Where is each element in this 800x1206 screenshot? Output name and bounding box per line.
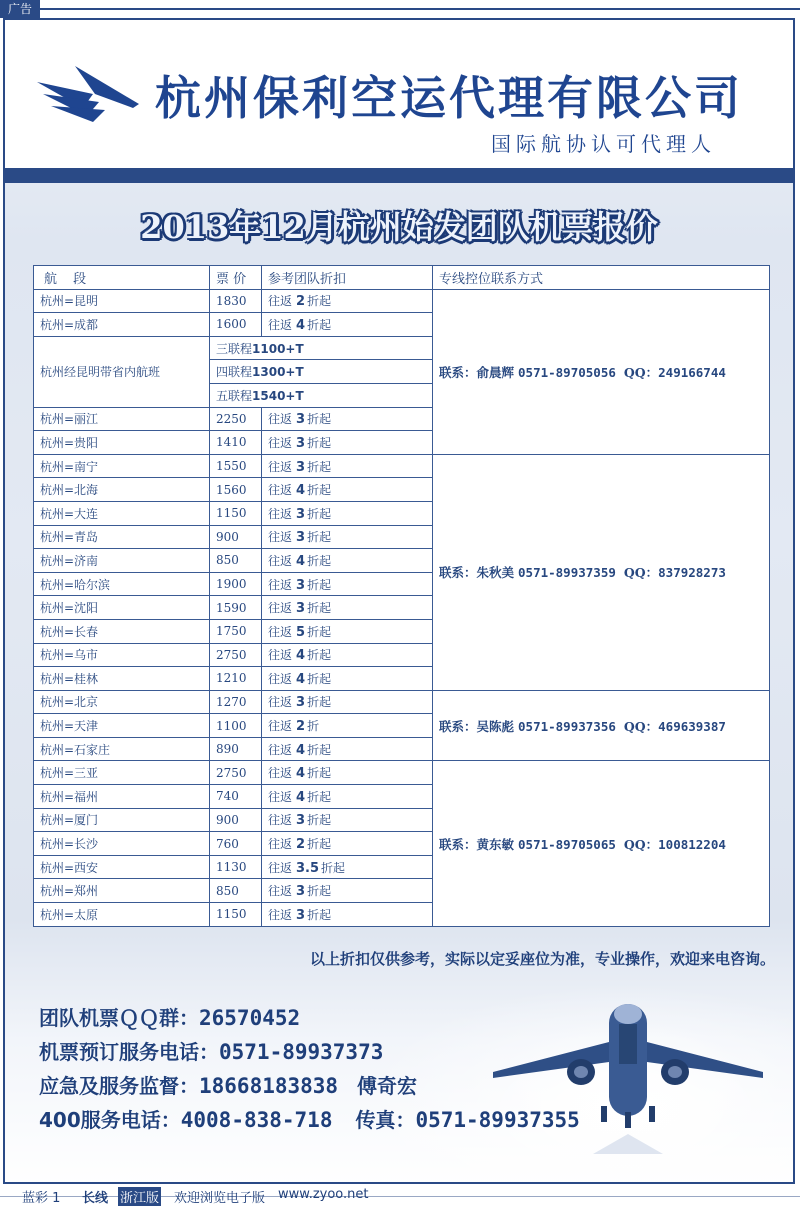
- combo-name: 三联程: [216, 341, 253, 356]
- discount-prefix: 往返: [268, 317, 293, 332]
- fax-label: 传真：: [355, 1108, 416, 1132]
- footer-url[interactable]: www.zyoo.net: [278, 1187, 369, 1202]
- discount-value: 4: [296, 553, 306, 569]
- contact-name: 吴陈彪: [476, 718, 515, 734]
- contact-name: 俞晨辉: [476, 364, 515, 380]
- discount-prefix: 往返: [268, 907, 293, 922]
- route-cell: 杭州=大连: [34, 501, 210, 525]
- price-cell: 850: [210, 879, 262, 903]
- booking-line: [39, 1036, 383, 1065]
- discount-suffix: 折起: [321, 860, 346, 875]
- discount-cell: [262, 289, 433, 313]
- discount-suffix: 折起: [307, 742, 332, 757]
- discount-cell: [262, 667, 433, 691]
- price-cell: 1900: [210, 572, 262, 596]
- discount-value: 4: [296, 742, 306, 758]
- contact-phone: 0571-89937359: [518, 565, 616, 581]
- contact-cell: [433, 761, 770, 926]
- discount-prefix: 往返: [268, 742, 293, 757]
- route-cell: 杭州=太原: [34, 903, 210, 927]
- route-cell: 杭州=长沙: [34, 832, 210, 856]
- contact-phone: 0571-89705056: [518, 364, 616, 380]
- footer: [0, 1184, 800, 1206]
- discount-suffix: 折起: [307, 766, 332, 781]
- discount-prefix: 往返: [268, 624, 293, 639]
- discount-prefix: 往返: [268, 435, 293, 450]
- discount-suffix: 折起: [307, 695, 332, 710]
- price-cell: 2750: [210, 643, 262, 667]
- discount-value: 3: [296, 907, 306, 923]
- column-header-route: 航 段: [34, 266, 210, 290]
- discount-value: 3: [296, 695, 306, 711]
- route-cell: 杭州=北海: [34, 478, 210, 502]
- discount-suffix: 折起: [307, 506, 332, 521]
- route-cell: 杭州经昆明带省内航班: [34, 336, 210, 407]
- contact-cell: [433, 289, 770, 454]
- discount-cell: [262, 596, 433, 620]
- discount-prefix: 往返: [268, 671, 293, 686]
- route-cell: 杭州=南宁: [34, 454, 210, 478]
- route-cell: 杭州=天津: [34, 714, 210, 738]
- discount-suffix: 折起: [307, 813, 332, 828]
- discount-cell: [262, 879, 433, 903]
- discount-suffix: 折起: [307, 483, 332, 498]
- contact-qq-label: QQ：: [623, 718, 659, 734]
- price-cell: 2750: [210, 761, 262, 785]
- route-cell: 杭州=福州: [34, 785, 210, 809]
- footer-section: 长线: [82, 1191, 109, 1206]
- route-cell: 杭州=厦门: [34, 808, 210, 832]
- discount-suffix: 折起: [307, 435, 332, 450]
- discount-suffix: 折起: [307, 317, 332, 332]
- price-cell: 1100: [210, 714, 262, 738]
- discount-value: 4: [296, 648, 306, 664]
- route-cell: 杭州=青岛: [34, 525, 210, 549]
- price-cell: 1150: [210, 903, 262, 927]
- route-cell: 杭州=三亚: [34, 761, 210, 785]
- discount-value: 4: [296, 766, 306, 782]
- ad-frame: [3, 18, 795, 1184]
- discount-value: 3: [296, 601, 306, 617]
- route-cell: 杭州=贵阳: [34, 431, 210, 455]
- discount-value: 3: [296, 506, 306, 522]
- footer-welcome: 欢迎浏览电子版: [174, 1191, 266, 1206]
- company-name: 杭州保利空运代理有限公司: [155, 71, 743, 125]
- hotline-line: [39, 1104, 580, 1133]
- discount-prefix: 往返: [268, 483, 293, 498]
- discount-value: 4: [296, 483, 306, 499]
- discount-value: 2: [296, 294, 306, 310]
- table-row: [34, 454, 770, 478]
- price-cell: 1130: [210, 855, 262, 879]
- price-cell: 1750: [210, 619, 262, 643]
- discount-cell: [262, 785, 433, 809]
- table-row: [34, 690, 770, 714]
- discount-suffix: 折起: [307, 648, 332, 663]
- discount-suffix: 折起: [307, 671, 332, 686]
- discount-cell: [262, 737, 433, 761]
- combo-price: 1100+T: [252, 341, 304, 356]
- route-cell: 杭州=长春: [34, 619, 210, 643]
- route-cell: 杭州=成都: [34, 313, 210, 337]
- route-cell: 杭州=西安: [34, 855, 210, 879]
- price-cell: 900: [210, 808, 262, 832]
- discount-cell: [262, 761, 433, 785]
- column-header-contact: 专线控位联系方式: [433, 266, 770, 290]
- discount-suffix: 折起: [307, 294, 332, 309]
- discount-cell: [262, 407, 433, 431]
- discount-cell: [262, 714, 433, 738]
- route-cell: 杭州=哈尔滨: [34, 572, 210, 596]
- discount-cell: [262, 855, 433, 879]
- discount-prefix: 往返: [268, 695, 293, 710]
- price-cell: 2250: [210, 407, 262, 431]
- airline-logo-icon: [35, 64, 140, 124]
- price-cell: 1600: [210, 313, 262, 337]
- discount-suffix: 折起: [307, 412, 332, 427]
- discount-prefix: 往返: [268, 577, 293, 592]
- discount-cell: [262, 549, 433, 573]
- fare-table: [33, 265, 770, 927]
- contact-label: 联系：: [439, 364, 477, 380]
- discount-prefix: 往返: [268, 459, 293, 474]
- combo-cell: [210, 336, 433, 360]
- discount-value: 3: [296, 530, 306, 546]
- contact-phone: 0571-89705065: [518, 836, 616, 852]
- qq-group-line: [39, 1002, 300, 1031]
- discount-prefix: 往返: [268, 601, 293, 616]
- header-band: [5, 171, 793, 183]
- route-cell: 杭州=丽江: [34, 407, 210, 431]
- discount-suffix: 折起: [307, 459, 332, 474]
- airplane-icon: [493, 984, 763, 1174]
- contact-cell: [433, 690, 770, 761]
- discount-value: 3.5: [296, 860, 320, 876]
- route-cell: 杭州=郑州: [34, 879, 210, 903]
- contact-qq: 249166744: [658, 364, 726, 380]
- table-header-row: [34, 266, 770, 290]
- discount-prefix: 往返: [268, 837, 293, 852]
- discount-cell: [262, 313, 433, 337]
- supervise-line: [39, 1070, 417, 1099]
- discount-value: 3: [296, 813, 306, 829]
- column-header-discount: 参考团队折扣: [262, 266, 433, 290]
- qq-group-label: 团队机票ＱＱ群：: [39, 1006, 199, 1030]
- contact-qq: 100812204: [658, 836, 726, 852]
- contact-qq-label: QQ：: [623, 364, 659, 380]
- price-cell: 1550: [210, 454, 262, 478]
- discount-cell: [262, 431, 433, 455]
- qq-group-value: 26570452: [199, 1006, 301, 1030]
- discount-value: 5: [296, 624, 306, 640]
- discount-cell: [262, 572, 433, 596]
- disclaimer-note: 以上折扣仅供参考，实际以定妥座位为准，专业操作，欢迎来电咨询。: [309, 950, 775, 968]
- contact-qq: 837928273: [658, 565, 726, 581]
- route-cell: 杭州=济南: [34, 549, 210, 573]
- booking-label: 机票预订服务电话：: [39, 1040, 219, 1064]
- contact-cell: [433, 454, 770, 690]
- price-cell: 1270: [210, 690, 262, 714]
- discount-value: 4: [296, 671, 306, 687]
- discount-value: 2: [296, 837, 306, 853]
- discount-cell: [262, 832, 433, 856]
- combo-price: 1300+T: [252, 365, 304, 380]
- route-cell: 杭州=昆明: [34, 289, 210, 313]
- discount-cell: [262, 690, 433, 714]
- discount-suffix: 折起: [307, 624, 332, 639]
- discount-cell: [262, 619, 433, 643]
- hotline-label: 400服务电话：: [39, 1108, 181, 1132]
- discount-prefix: 往返: [268, 506, 293, 521]
- discount-value: 3: [296, 412, 306, 428]
- supervise-name: 傅奇宏: [357, 1074, 418, 1098]
- company-subtitle: 国际航协认可代理人: [491, 132, 716, 156]
- discount-prefix: 往返: [268, 766, 293, 781]
- price-cell: 1410: [210, 431, 262, 455]
- discount-suffix: 折起: [307, 601, 332, 616]
- discount-prefix: 往返: [268, 860, 293, 875]
- header: [5, 20, 793, 171]
- contact-label: 联系：: [439, 836, 477, 852]
- discount-cell: [262, 808, 433, 832]
- discount-value: 3: [296, 577, 306, 593]
- discount-prefix: 往返: [268, 789, 293, 804]
- discount-value: 3: [296, 459, 306, 475]
- price-cell: 900: [210, 525, 262, 549]
- contact-label: 联系：: [439, 718, 477, 734]
- discount-cell: [262, 454, 433, 478]
- discount-cell: [262, 478, 433, 502]
- discount-prefix: 往返: [268, 412, 293, 427]
- discount-value: 4: [296, 317, 306, 333]
- price-cell: 740: [210, 785, 262, 809]
- combo-name: 四联程: [216, 365, 253, 380]
- discount-prefix: 往返: [268, 530, 293, 545]
- discount-cell: [262, 525, 433, 549]
- price-cell: 1830: [210, 289, 262, 313]
- contact-qq: 469639387: [658, 718, 726, 734]
- route-cell: 杭州=沈阳: [34, 596, 210, 620]
- table-row: [34, 289, 770, 313]
- top-rule: [40, 8, 800, 10]
- price-cell: 890: [210, 737, 262, 761]
- booking-phone: 0571-89937373: [219, 1040, 384, 1064]
- hotline-phone: 4008-838-718: [180, 1108, 333, 1132]
- discount-suffix: 折起: [307, 884, 332, 899]
- contact-qq-label: QQ：: [623, 565, 659, 581]
- fare-table-body: [34, 289, 770, 926]
- discount-cell: [262, 501, 433, 525]
- route-cell: 杭州=北京: [34, 690, 210, 714]
- combo-cell: [210, 360, 433, 384]
- discount-suffix: 折起: [307, 530, 332, 545]
- route-cell: 杭州=石家庄: [34, 737, 210, 761]
- discount-prefix: 往返: [268, 553, 293, 568]
- discount-prefix: 往返: [268, 884, 293, 899]
- contact-phone: 0571-89937356: [518, 718, 616, 734]
- discount-suffix: 折起: [307, 789, 332, 804]
- discount-suffix: 折: [307, 719, 320, 734]
- contact-qq-label: QQ：: [623, 836, 659, 852]
- contact-label: 联系：: [439, 565, 477, 581]
- discount-prefix: 往返: [268, 813, 293, 828]
- combo-price: 1540+T: [252, 388, 304, 403]
- route-cell: 杭州=乌市: [34, 643, 210, 667]
- supervise-label: 应急及服务监督：: [39, 1074, 199, 1098]
- discount-cell: [262, 643, 433, 667]
- page-title: 2013年12月杭州始发团队机票报价: [140, 208, 658, 246]
- discount-suffix: 折起: [307, 907, 332, 922]
- discount-prefix: 往返: [268, 648, 293, 663]
- price-cell: 850: [210, 549, 262, 573]
- discount-value: 3: [296, 884, 306, 900]
- price-cell: 1590: [210, 596, 262, 620]
- discount-suffix: 折起: [307, 577, 332, 592]
- route-cell: 杭州=桂林: [34, 667, 210, 691]
- discount-prefix: 往返: [268, 719, 293, 734]
- footer-edition: 浙江版: [118, 1187, 161, 1206]
- price-cell: 1210: [210, 667, 262, 691]
- table-row: [34, 761, 770, 785]
- discount-value: 2: [296, 719, 306, 735]
- contact-name: 朱秋美: [476, 565, 515, 581]
- contact-name: 黄东敏: [476, 836, 515, 852]
- column-header-price: 票 价: [210, 266, 262, 290]
- combo-cell: [210, 383, 433, 407]
- ad-label: 广告: [0, 0, 40, 18]
- discount-value: 4: [296, 789, 306, 805]
- discount-cell: [262, 903, 433, 927]
- combo-name: 五联程: [216, 388, 253, 403]
- discount-suffix: 折起: [307, 553, 332, 568]
- price-cell: 760: [210, 832, 262, 856]
- discount-prefix: 往返: [268, 294, 293, 309]
- discount-suffix: 折起: [307, 837, 332, 852]
- supervise-phone: 18668183838: [199, 1074, 339, 1098]
- fax-number: 0571-89937355: [415, 1108, 580, 1132]
- price-cell: 1560: [210, 478, 262, 502]
- price-cell: 1150: [210, 501, 262, 525]
- discount-value: 3: [296, 435, 306, 451]
- footer-page: 蓝彩 1: [22, 1191, 61, 1206]
